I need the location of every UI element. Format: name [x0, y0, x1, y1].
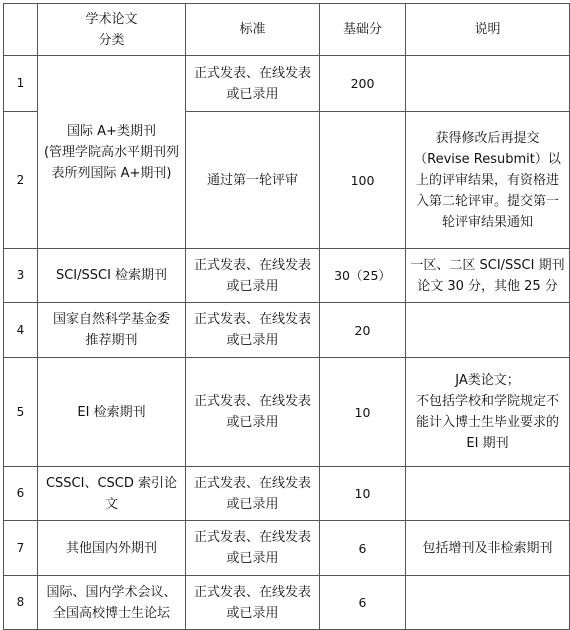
table-row — [4, 467, 570, 521]
scoring-table — [3, 3, 570, 630]
row-number: 7 — [4, 521, 38, 576]
table-row — [4, 358, 570, 467]
header-base-score: 基础分 — [320, 4, 406, 56]
row-base-score: 20 — [320, 303, 406, 358]
header-standard: 标准 — [186, 4, 320, 56]
row-standard: 通过第一轮评审 — [186, 112, 320, 249]
row-note: JA类论文； 不包括学校和学院规定不能计入博士生毕业要求的 EI 期刊 — [406, 358, 570, 467]
row-standard: 正式发表、在线发表 或已录用 — [186, 249, 320, 303]
header-row — [4, 4, 570, 56]
row-base-score: 200 — [320, 56, 406, 112]
table-row — [4, 303, 570, 358]
row-standard: 正式发表、在线发表 或已录用 — [186, 521, 320, 576]
table-row — [4, 521, 570, 576]
row-standard: 正式发表、在线发表 或已录用 — [186, 56, 320, 112]
row-note: 获得修改后再提交（Revise Resubmit）以上的评审结果，有资格进入第二轮评审。提交第一轮评审结果通知 — [406, 112, 570, 249]
row-note: 一区、二区 SCI/SSCI 期刊论文 30 分，其他 25 分 — [406, 249, 570, 303]
row-base-score: 6 — [320, 521, 406, 576]
row-number: 8 — [4, 576, 38, 630]
row-note — [406, 467, 570, 521]
table-row — [4, 249, 570, 303]
row-standard: 正式发表、在线发表 或已录用 — [186, 358, 320, 467]
row-number: 3 — [4, 249, 38, 303]
row-standard: 正式发表、在线发表 或已录用 — [186, 576, 320, 630]
header-number-cell — [4, 4, 38, 56]
row-base-score: 10 — [320, 467, 406, 521]
header-note: 说明 — [406, 4, 570, 56]
row-category: 国际 A+类期刊 (管理学院高水平期刊列表所列国际 A+期刊) — [38, 56, 186, 249]
row-number: 2 — [4, 112, 38, 249]
row-number: 6 — [4, 467, 38, 521]
row-category: CSSCI、CSCD 索引论文 — [38, 467, 186, 521]
row-standard: 正式发表、在线发表 或已录用 — [186, 467, 320, 521]
row-base-score: 30（25） — [320, 249, 406, 303]
row-category: SCI/SSCI 检索期刊 — [38, 249, 186, 303]
row-number: 1 — [4, 56, 38, 112]
header-category: 学术论文 分类 — [38, 4, 186, 56]
row-category: EI 检索期刊 — [38, 358, 186, 467]
table-row — [4, 576, 570, 630]
row-note: 包括增刊及非检索期刊 — [406, 521, 570, 576]
row-category: 国际、国内学术会议、 全国高校博士生论坛 — [38, 576, 186, 630]
row-base-score: 100 — [320, 112, 406, 249]
row-number: 4 — [4, 303, 38, 358]
row-note — [406, 303, 570, 358]
table-row — [4, 56, 570, 112]
row-base-score: 10 — [320, 358, 406, 467]
row-number: 5 — [4, 358, 38, 467]
row-category: 其他国内外期刊 — [38, 521, 186, 576]
row-note — [406, 56, 570, 112]
row-standard: 正式发表、在线发表 或已录用 — [186, 303, 320, 358]
row-category: 国家自然科学基金委 推荐期刊 — [38, 303, 186, 358]
row-base-score: 6 — [320, 576, 406, 630]
row-note — [406, 576, 570, 630]
